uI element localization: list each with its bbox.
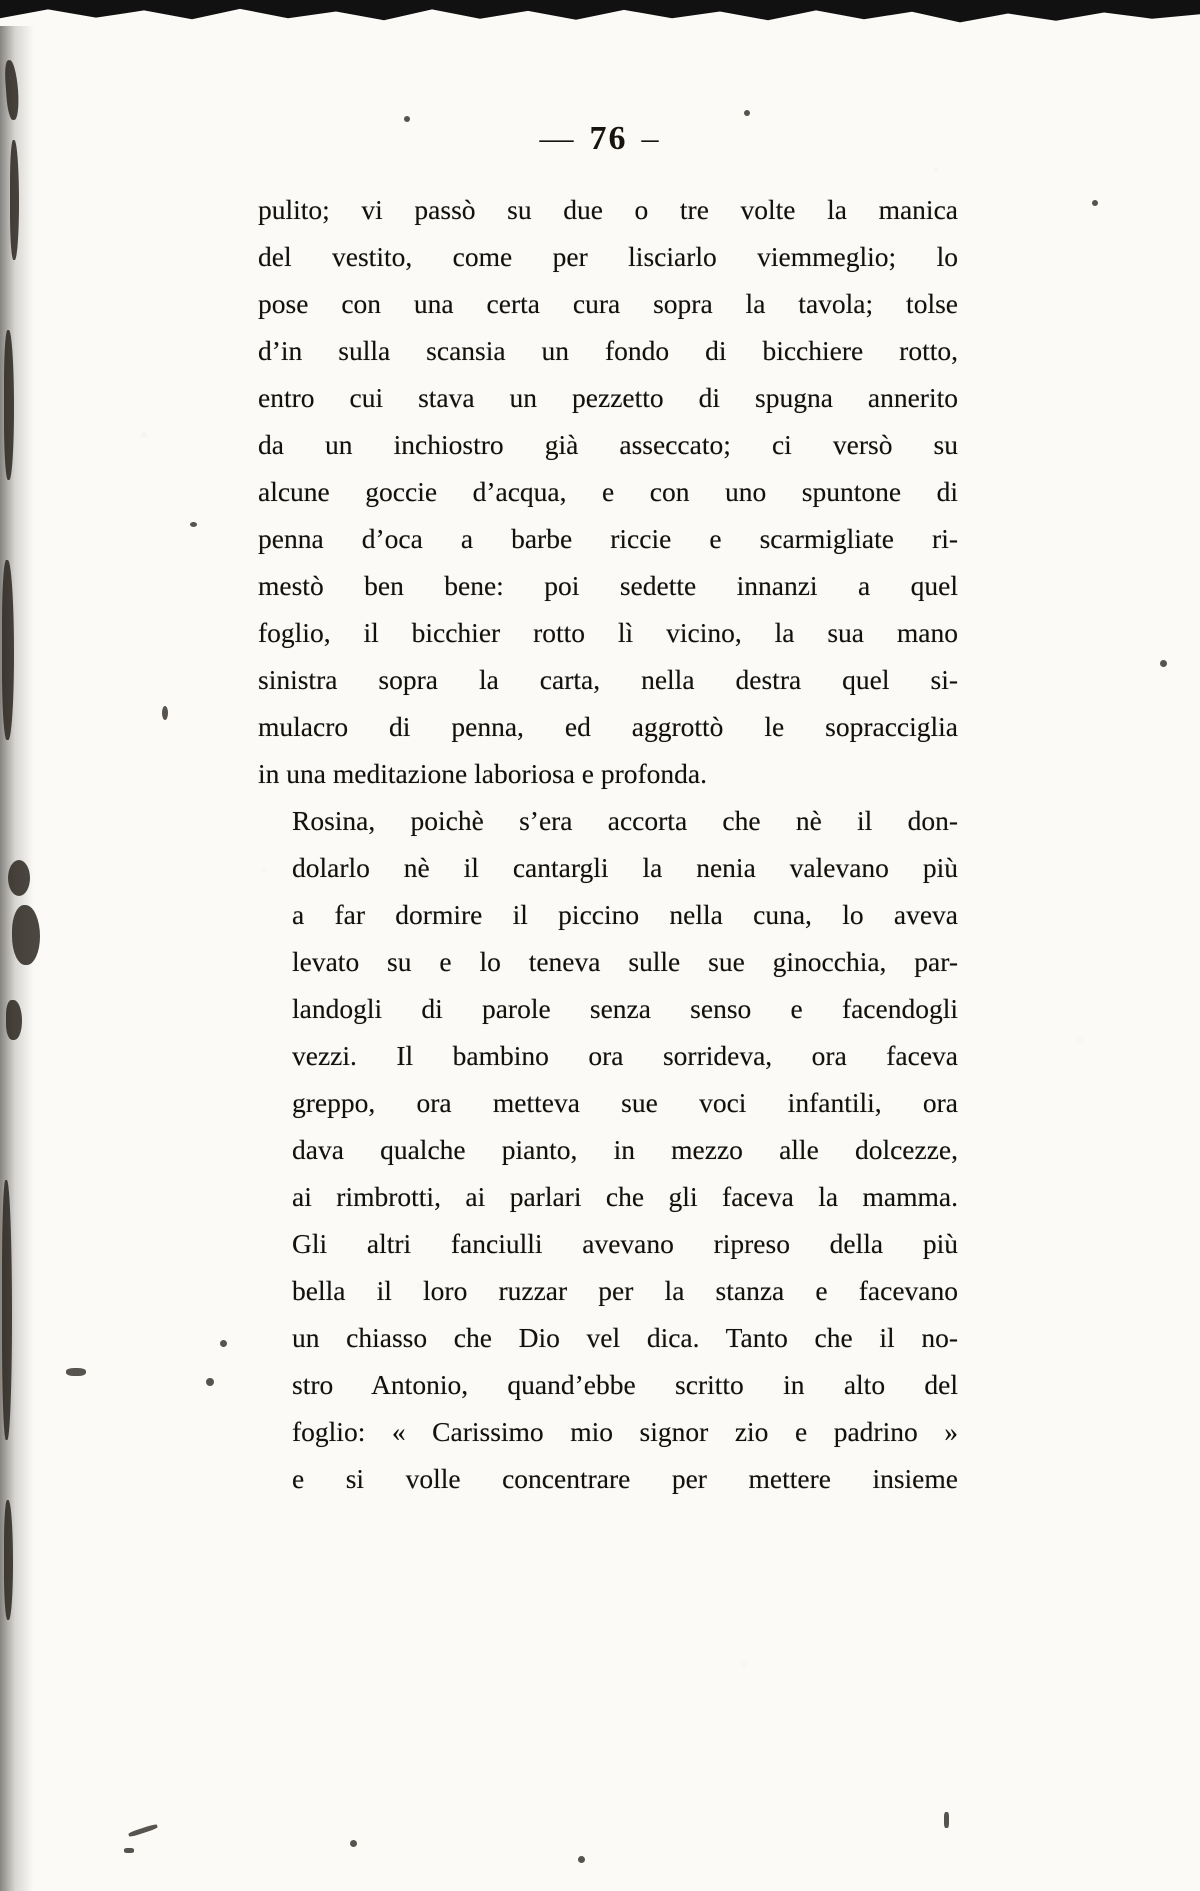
paragraph-3 [258,1220,958,1502]
margin-smudge [2,560,14,740]
ink-fleck [206,1378,214,1386]
margin-smudge [10,140,19,260]
text-line: landogli di parole senza senso e facendogli [292,993,958,1024]
text-line: bella il loro ruzzar per la stanza e facevano [292,1275,958,1306]
text-line: in una meditazione laboriosa e profonda. [258,758,708,789]
text-line: del vestito, come per lisciarlo viemmeglio; lo [258,241,958,272]
text-line: e si volle concentrare per mettere insieme [292,1463,958,1494]
text-line: levato su e lo teneva sulle sue ginocchia, par- [292,946,958,977]
ink-fleck [1160,660,1167,667]
ink-fleck [744,110,750,116]
text-line: penna d’oca a barbe riccie e scarmigliate ri- [258,523,958,554]
text-line: foglio, il bicchier rotto lì vicino, la sua mano [258,617,958,648]
margin-smudge [6,1000,22,1040]
text-line: a far dormire il piccino nella cuna, lo aveva [292,899,958,930]
text-line: Gli altri fanciulli avevano ripreso della più [292,1228,958,1259]
page-number [0,120,1200,158]
text-line: dava qualche pianto, in mezzo alle dolcezze, [292,1134,958,1165]
margin-smudge [4,1500,13,1620]
text-line: vezzi. Il bambino ora sorrideva, ora faceva [292,1040,958,1071]
text-line: dolarlo nè il cantargli la nenia valevano più [292,852,958,883]
page-number-left-dash: — [539,120,576,157]
ink-fleck [190,522,197,527]
text-line: entro cui stava un pezzetto di spugna annerito [258,382,958,413]
ink-fleck [1092,200,1098,206]
text-line: pulito; vi passò su due o tre volte la manica [258,194,958,225]
ink-fleck [66,1368,86,1376]
text-line: alcune goccie d’acqua, e con uno spuntone di [258,476,958,507]
text-line: mestò ben bene: poi sedette innanzi a quel [258,570,958,601]
text-line: pose con una certa cura sopra la tavola; tolse [258,288,958,319]
ink-fleck [162,706,168,720]
ink-fleck [350,1840,357,1847]
text-line: greppo, ora metteva sue voci infantili, ora [292,1087,958,1118]
text-line: ai rimbrotti, ai parlari che gli faceva la mamma. [292,1181,958,1212]
text-line: stro Antonio, quand’ebbe scritto in alto del [292,1369,958,1400]
margin-smudge [8,860,30,896]
text-line: un chiasso che Dio vel dica. Tanto che il no- [292,1322,958,1353]
page-number-right-dash: – [641,120,661,157]
page-top-edge-artifact [0,0,1200,26]
paragraph-2 [258,797,958,1220]
ink-fleck [124,1848,134,1853]
text-line: mulacro di penna, ed aggrottò le sopracciglia [258,711,958,742]
body-text-column [258,186,958,1502]
page-number-value: 76 [589,120,628,157]
margin-smudge [4,330,14,480]
text-line: foglio: « Carissimo mio signor zio e padrino » [292,1416,958,1447]
text-line: sinistra sopra la carta, nella destra quel si- [258,664,958,695]
text-line: Rosina, poichè s’era accorta che nè il don- [292,805,958,836]
text-line: da un inchiostro già asseccato; ci versò su [258,429,958,460]
text-line: d’in sulla scansia un fondo di bicchiere rotto, [258,335,958,366]
paragraph-1 [258,186,958,797]
ink-fleck [944,1812,949,1828]
margin-smudge [12,905,40,965]
ink-fleck [578,1856,585,1863]
ink-fleck [128,1823,158,1837]
ink-fleck [220,1340,227,1347]
